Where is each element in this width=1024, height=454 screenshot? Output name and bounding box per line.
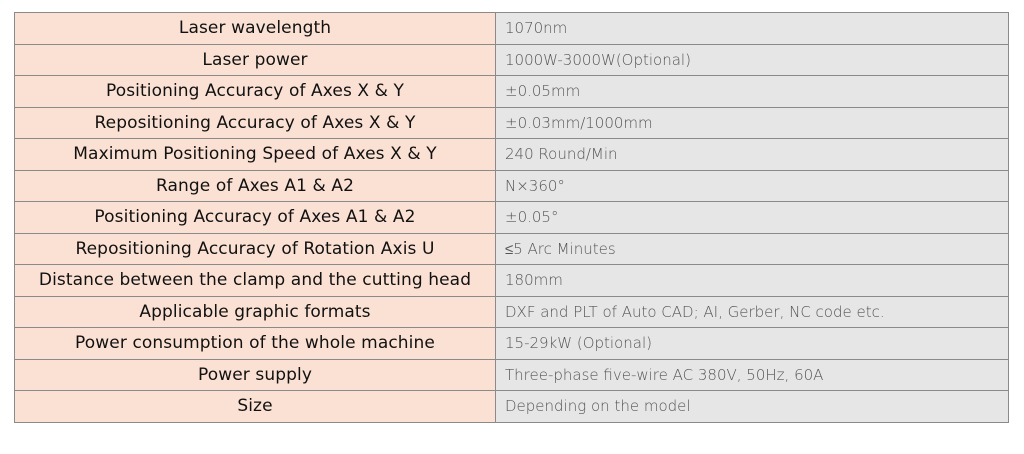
table-row [15, 391, 1009, 423]
table-row [15, 107, 1009, 139]
spec-label: Laser power [15, 44, 496, 76]
spec-label: Repositioning Accuracy of Axes X & Y [15, 107, 496, 139]
table-row [15, 359, 1009, 391]
table-row [15, 233, 1009, 265]
table-row [15, 13, 1009, 45]
spec-value: Three-phase five-wire AC 380V, 50Hz, 60A [496, 359, 1009, 391]
table-row [15, 139, 1009, 171]
table-row [15, 170, 1009, 202]
spec-value: Depending on the model [496, 391, 1009, 423]
spec-label: Maximum Positioning Speed of Axes X & Y [15, 139, 496, 171]
spec-label: Range of Axes A1 & A2 [15, 170, 496, 202]
table-row [15, 265, 1009, 297]
spec-label: Positioning Accuracy of Axes X & Y [15, 76, 496, 108]
spec-value: 1000W-3000W(Optional) [496, 44, 1009, 76]
spec-label: Power supply [15, 359, 496, 391]
spec-label: Size [15, 391, 496, 423]
spec-label: Applicable graphic formats [15, 296, 496, 328]
table-row [15, 296, 1009, 328]
spec-label: Repositioning Accuracy of Rotation Axis U [15, 233, 496, 265]
spec-value: ±0.05mm [496, 76, 1009, 108]
spec-value: 1070nm [496, 13, 1009, 45]
spec-value: 240 Round/Min [496, 139, 1009, 171]
spec-value: ±0.03mm/1000mm [496, 107, 1009, 139]
spec-label: Power consumption of the whole machine [15, 328, 496, 360]
spec-value: ≤5 Arc Minutes [496, 233, 1009, 265]
spec-label: Distance between the clamp and the cutting head [15, 265, 496, 297]
spec-value: 180mm [496, 265, 1009, 297]
spec-value: DXF and PLT of Auto CAD; AI, Gerber, NC code etc. [496, 296, 1009, 328]
spec-label: Laser wavelength [15, 13, 496, 45]
spec-table-body [15, 13, 1009, 423]
table-row [15, 202, 1009, 234]
spec-label: Positioning Accuracy of Axes A1 & A2 [15, 202, 496, 234]
table-row [15, 328, 1009, 360]
table-row [15, 76, 1009, 108]
spec-table [14, 12, 1009, 423]
spec-value: N×360° [496, 170, 1009, 202]
spec-value: ±0.05° [496, 202, 1009, 234]
table-row [15, 44, 1009, 76]
spec-value: 15-29kW (Optional) [496, 328, 1009, 360]
